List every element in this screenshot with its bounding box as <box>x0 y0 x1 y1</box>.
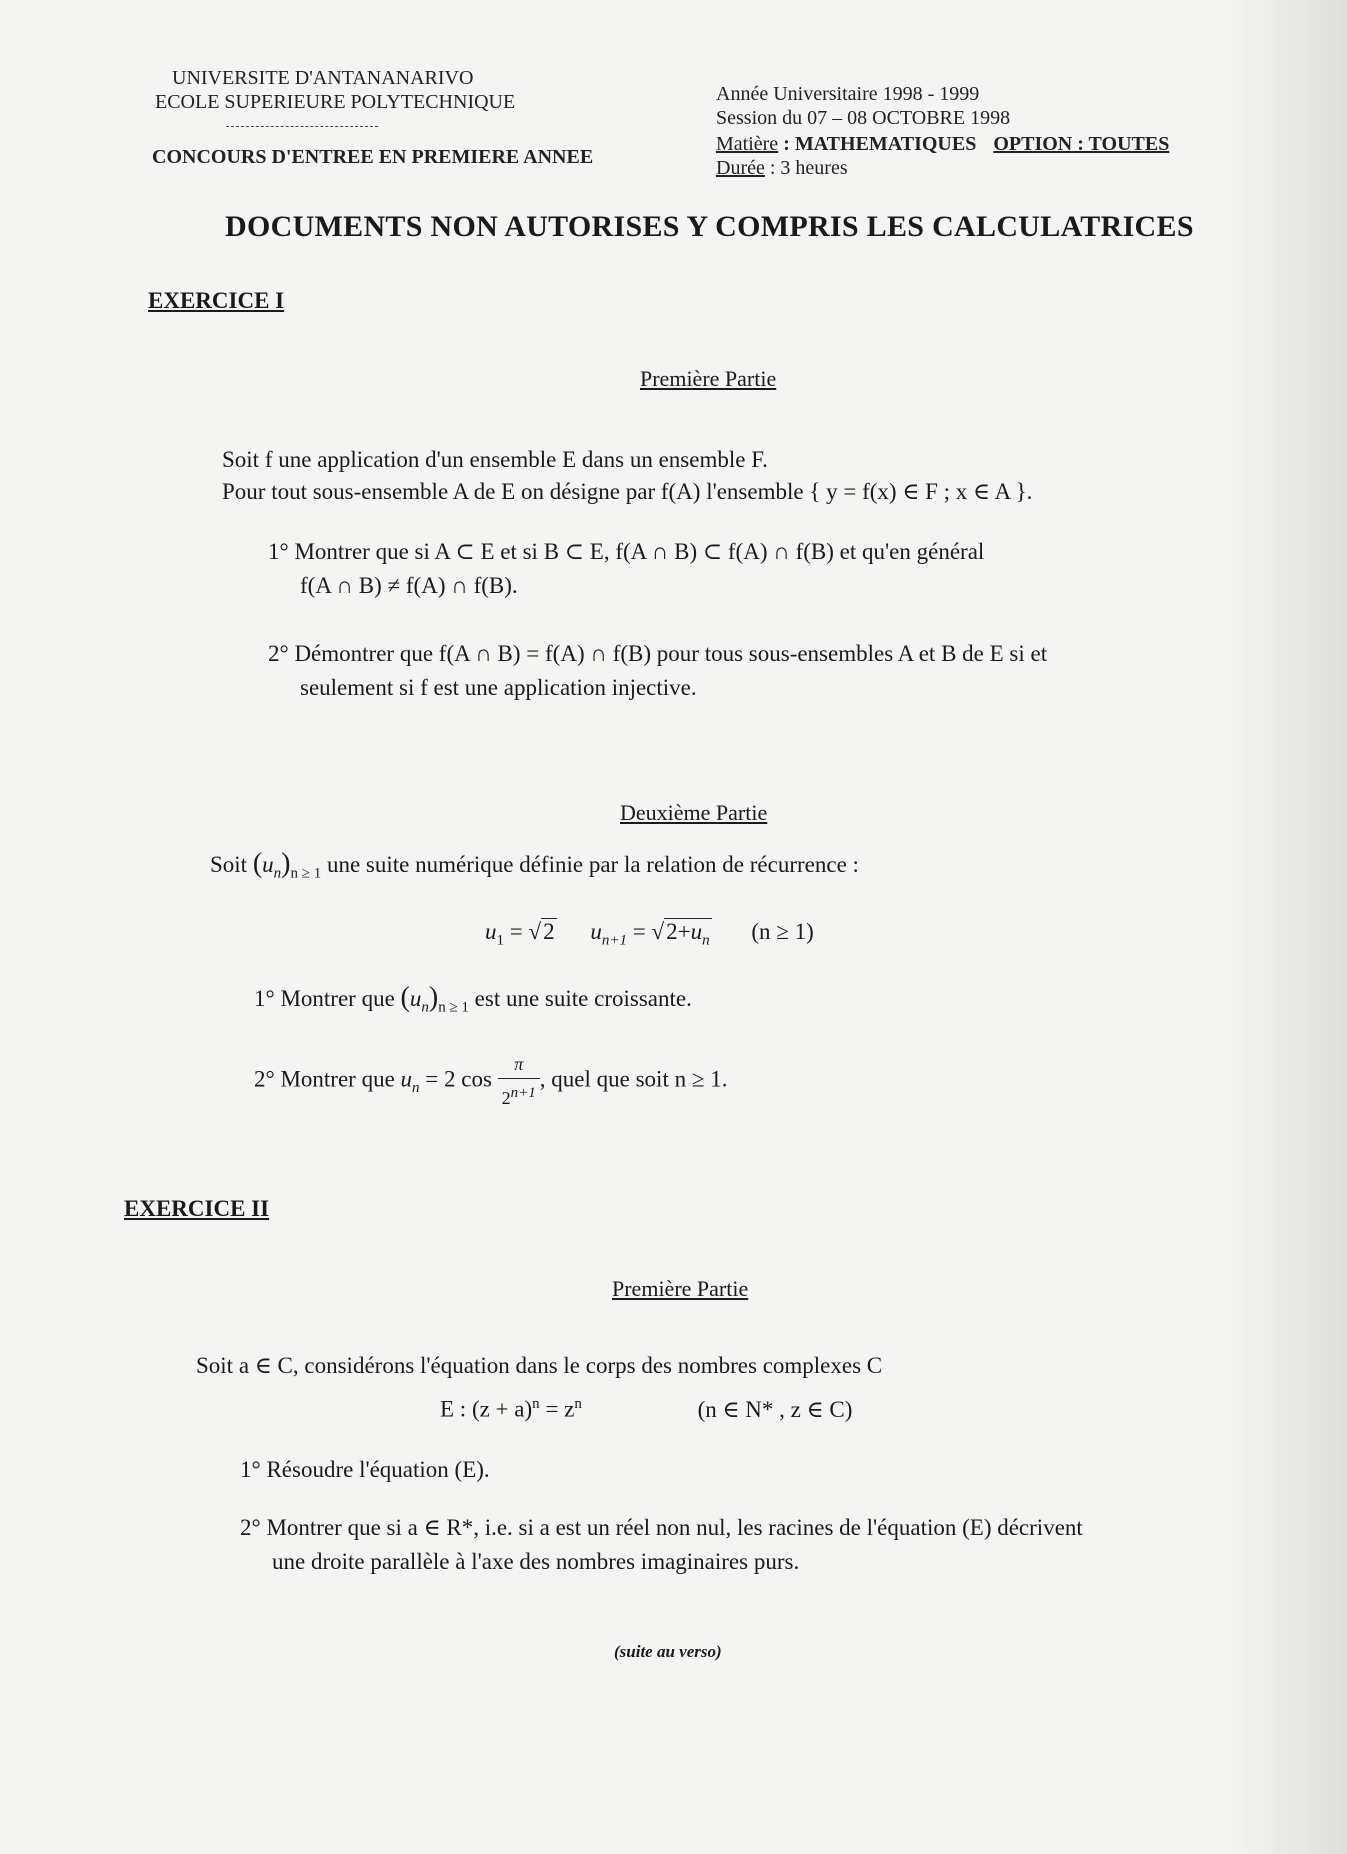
scan-shadow <box>1227 0 1347 1854</box>
q1-post: est une suite croissante. <box>468 986 692 1011</box>
matiere-value: : MATHEMATIQUES <box>778 133 982 155</box>
session-date: Session du 07 – 08 OCTOBRE 1998 <box>716 107 1011 129</box>
exercice1-title: EXERCICE I <box>148 288 285 313</box>
option-label: OPTION : TOUTES <box>993 133 1170 155</box>
matiere-label: Matière <box>716 133 779 155</box>
equation-condition: (n ∈ N* , z ∈ C) <box>697 1396 853 1422</box>
ex1-p2-q2: 2° Montrer que $u_n = 2$ cos $\frac{\pi}{2^{n+1}}$ , quel que soit n ≥ 1. <box>254 1050 727 1112</box>
intro-post: une suite numérique définie par la relation de récurrence : <box>321 852 859 877</box>
ex1-q1a: 1° Montrer que si A ⊂ E et si B ⊂ E, f(A ∩ B) ⊂ f(A) ∩ f(B) et qu'en général <box>268 539 985 564</box>
ex2-q1: 1° Résoudre l'équation (E). <box>240 1457 490 1482</box>
q1-pre: 1° Montrer que <box>254 986 401 1011</box>
ex1-p2-intro: Soit $(u_n)_{n \ge 1}$ une suite numérique définie par la relation de récurrence : <box>210 848 859 882</box>
university-name: UNIVERSITE D'ANTANANARIVO <box>172 67 474 89</box>
equation-E: E : $(z + a)^n = z^n$ (n ∈ N* , z ∈ C) <box>440 1396 853 1422</box>
ex1-q1b: f(A ∩ B) ≠ f(A) ∩ f(B). <box>300 573 518 598</box>
header-divider <box>226 126 378 127</box>
subject-line <box>716 132 1169 156</box>
ex2-q2b: une droite parallèle à l'axe des nombres imaginaires purs. <box>272 1549 800 1574</box>
ex1-intro1: Soit f une application d'un ensemble E dans un ensemble F. <box>222 447 768 472</box>
recurrence-formula: $u_1 = √2$ $u_{n+1} = √2+u_n$ (n ≥ 1) <box>485 919 814 949</box>
ex1-part1-title: Première Partie <box>640 366 777 391</box>
ex1-p2-q1: 1° Montrer que $(u_n)_{n \ge 1}$ est une suite croissante. <box>254 982 692 1016</box>
notice-title: DOCUMENTS NON AUTORISES Y COMPRIS LES CALCULATRICES <box>225 210 1194 243</box>
ex1-part2-title: Deuxième Partie <box>620 800 768 825</box>
ex1-q2a: 2° Démontrer que f(A ∩ B) = f(A) ∩ f(B) pour tous sous-ensembles A et B de E si et <box>268 641 1048 666</box>
cos-fraction: $\frac{\pi}{2^{n+1}}$ <box>498 1050 540 1112</box>
duree-label: Durée <box>716 157 765 179</box>
ex2-part1-title: Première Partie <box>612 1276 749 1301</box>
ex1-intro2: Pour tout sous-ensemble A de E on désigne par f(A) l'ensemble { y = f(x) ∈ F ; x ∈ A }. <box>222 479 1033 504</box>
recurrence-condition: (n ≥ 1) <box>751 919 814 944</box>
q2-post: , quel que soit n ≥ 1. <box>539 1066 728 1092</box>
school-name: ECOLE SUPERIEURE POLYTECHNIQUE <box>155 91 516 113</box>
intro-pre: Soit <box>210 852 253 877</box>
ex2-q2a: 2° Montrer que si a ∈ R*, i.e. si a est un réel non nul, les racines de l'équation (E) décrivent <box>240 1515 1083 1540</box>
q2-pre: 2° Montrer que <box>254 1066 401 1092</box>
ex1-q2b: seulement si f est une application injective. <box>300 675 697 700</box>
duration-line <box>716 156 848 180</box>
footer-note: (suite au verso) <box>614 1642 722 1661</box>
duree-value: : 3 heures <box>764 157 848 179</box>
academic-year: Année Universitaire 1998 - 1999 <box>716 83 980 105</box>
ex2-intro: Soit a ∈ C, considérons l'équation dans le corps des nombres complexes C <box>196 1353 883 1378</box>
exercice2-title: EXERCICE II <box>124 1196 270 1221</box>
concours-title: CONCOURS D'ENTREE EN PREMIERE ANNEE <box>152 146 594 168</box>
